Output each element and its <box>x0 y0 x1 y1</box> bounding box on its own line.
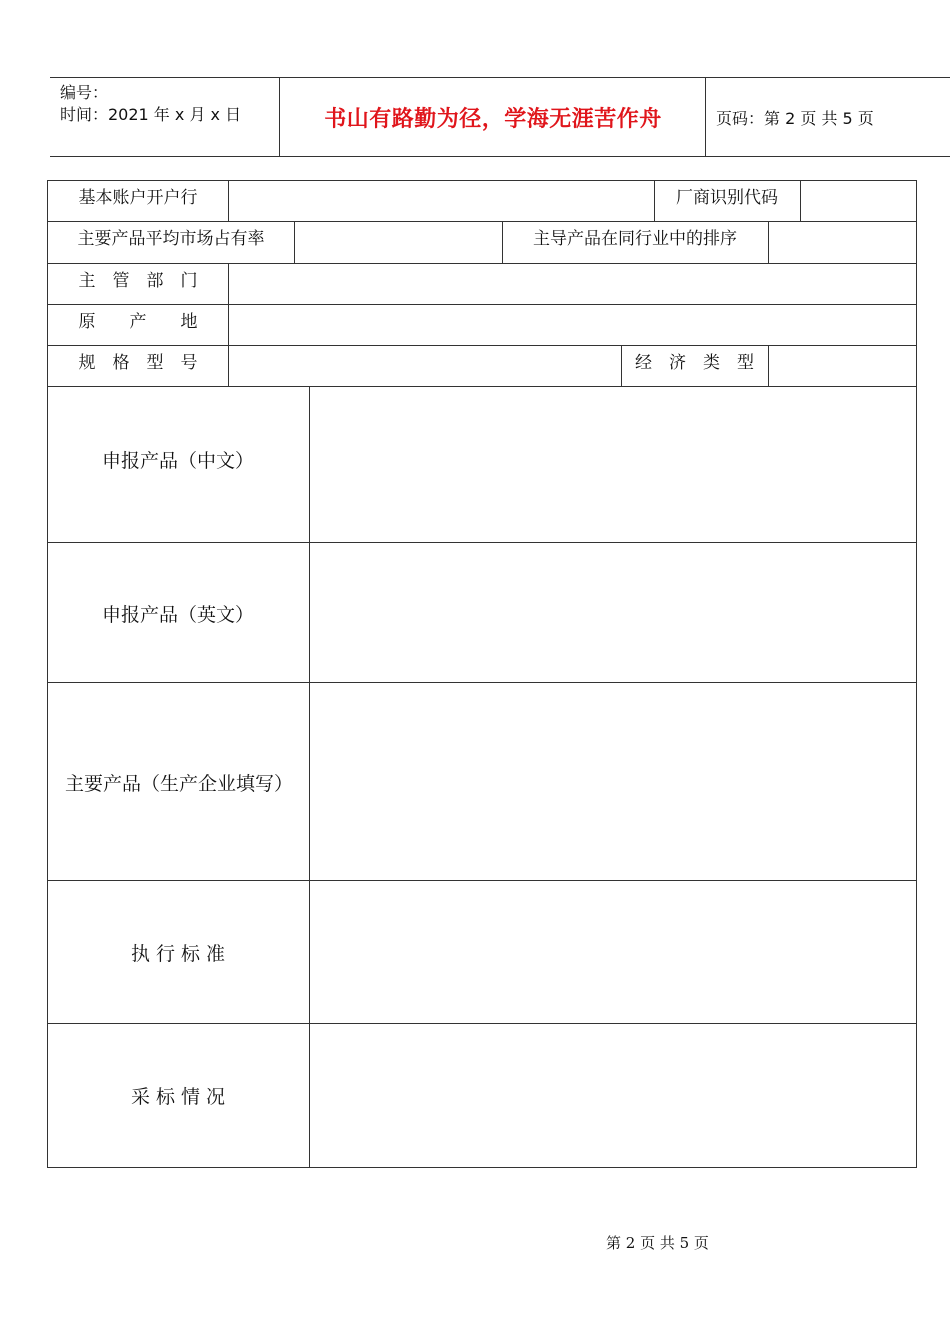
label-bidding: 采 标 情 况 <box>130 1086 226 1108</box>
page-header <box>50 77 950 157</box>
label-product-en: 申报产品（英文） <box>101 604 254 626</box>
label-vendor-code: 厂商识别代码 <box>676 188 778 208</box>
label-main-products: 主要产品（生产企业填写） <box>64 773 293 795</box>
label-econ-type: 经 济 类 型 <box>635 353 754 373</box>
application-form <box>47 180 917 1168</box>
page-footer: 第 2 页 共 5 页 <box>606 1234 709 1252</box>
label-industry-rank: 主导产品在同行业中的排序 <box>533 229 737 249</box>
label-department: 主 管 部 门 <box>78 271 198 291</box>
label-product-cn: 申报产品（中文） <box>101 450 254 472</box>
label-standard: 执 行 标 准 <box>130 943 226 965</box>
time-label: 时间：2021 年 x 月 x 日 <box>60 105 242 124</box>
label-market-share: 主要产品平均市场占有率 <box>77 229 265 249</box>
header-page-info: 页码：第 2 页 共 5 页 <box>716 109 874 128</box>
serial-label: 编号： <box>60 83 109 102</box>
header-meta <box>60 82 241 126</box>
label-bank: 基本账户开户行 <box>78 188 198 208</box>
header-divider <box>705 78 706 156</box>
header-motto: 书山有路勤为径，学海无涯苦作舟 <box>324 106 662 132</box>
label-spec: 规 格 型 号 <box>78 353 198 373</box>
label-origin: 原 产 地 <box>78 312 198 332</box>
